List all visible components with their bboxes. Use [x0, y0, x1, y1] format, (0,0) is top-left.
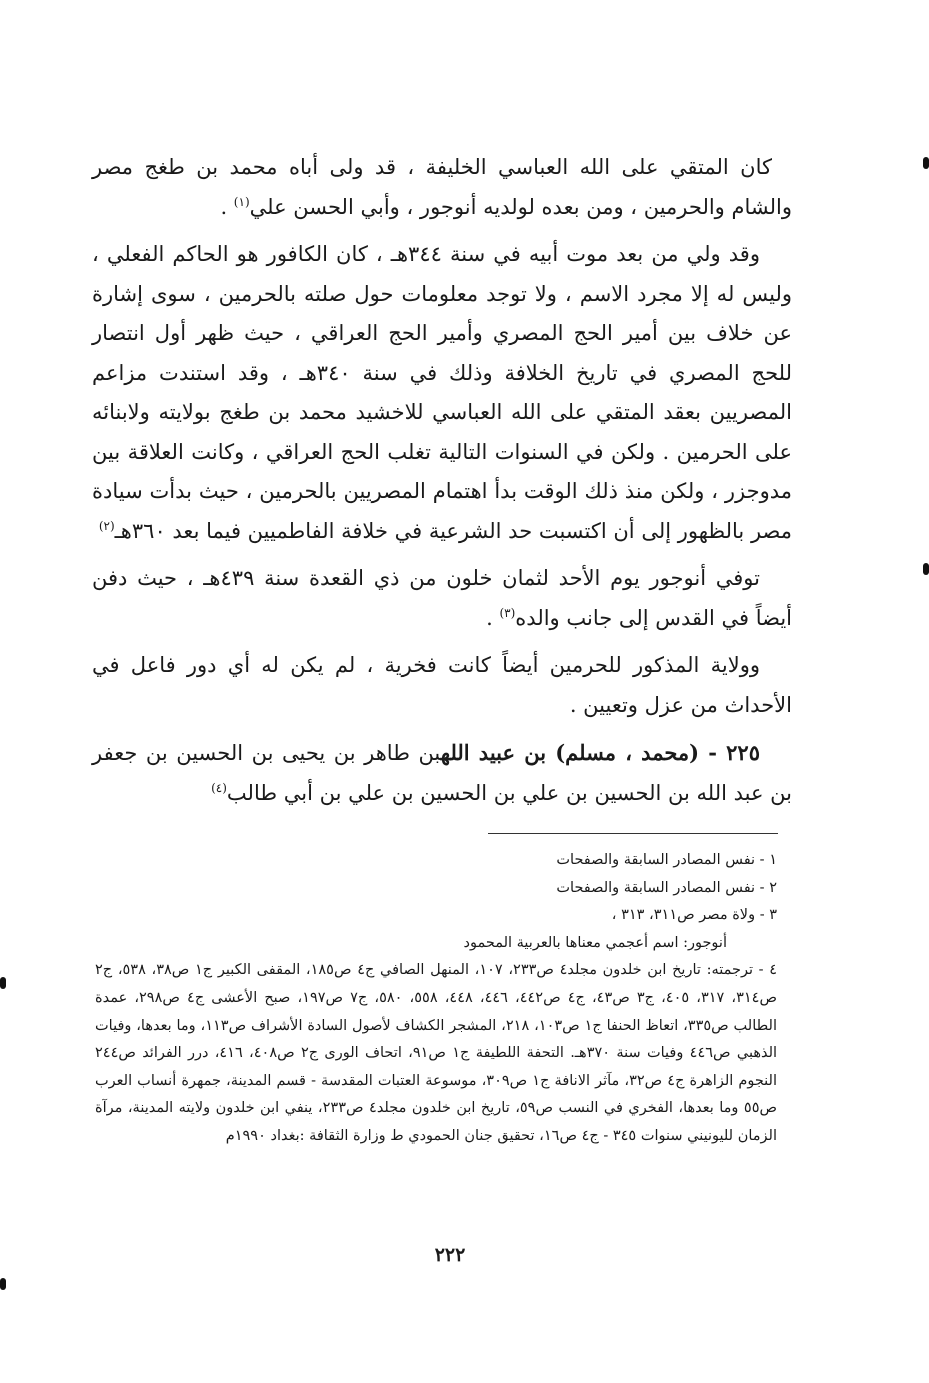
- footnote-4: ٤ - ترجمته: تاريخ ابن خلدون مجلد٤ ص٢٣٣، ١٠٧، المنهل الصافي ج٤ ص١٨٥، المقفى الكبير ج١ ص٣٨، ٥٣٨، ج٢ ص٣١٤، ٣١٧، ٤٠٥، ج٣ ص٤٣، ج٤ ص٤٤٢، ٤٤٦، ٤٤٨، ٥٥٨، ٥٨٠، ج٧ ص١٩٧، صبح الأعشى ج٤ ص٢٩٨، عمدة الطالب ص٣٣٥، اتعاظ الحنفا ج١ ص١٠٣، ٢١٨، المشجر الكشاف لأصول السادة الأشراف ص١١٣، وما بعدها، وفيات الذهبي ص٤٤٦ وفيات سنة ٣٧٠هـ. التحفة اللطيفة ج١ ص٩١، اتحاف الورى ج٢ ص٤٠٨، ٤١٦، درر الفرائد ص٢٤٤ النجوم الزاهرة ج٤ ص٣٢، مآثر الانافة ج١ ص٣٠٩، موسوعة العتبات المقدسة - قسم المدينة، جمهرة أنساب العرب ص٥٥ وما بعدها، الفخري في النسب ص٥٩، تاريخ ابن خلدون مجلد٤ ص٢٣٣، ينفي ابن خلدون ولايته المدينة، مرآة الزمان لليونيني سنوات ٣٤٥ - ج٤ ص١٦، تحقيق جنان الحمودي ط وزارة الثقافة :بغداد ١٩٩٠م: [95, 962, 778, 1144]
- page-number: ٢٢٢: [434, 1244, 466, 1266]
- scan-mark: [923, 157, 929, 169]
- paragraph-4-text: وولاية المذكور للحرمين أيضاً كانت فخرية ، لم يكن له أي دور فاعل في الأحداث من عزل وتعيين .: [92, 653, 792, 717]
- footnote-1: ١ - نفس المصادر السابقة والصفحات: [556, 852, 777, 868]
- entry-text: بن طاهر بن يحيى بن الحسين بن جعفر بن عبد الله بن الحسين بن علي بن الحسين بن علي بن أبي طالب: [92, 741, 792, 805]
- paragraph-1-text: كان المتقي على الله العباسي الخليفة ، قد ولى أباه محمد بن طغج مصر والشام والحرمين ، ومن بعده لولديه أنوجور ، وأبي الحسن علي: [92, 155, 792, 219]
- footnote-2: ٢ - نفس المصادر السابقة والصفحات: [556, 879, 777, 896]
- footnotes: [95, 847, 777, 1151]
- paragraph-2-text: وقد ولي من بعد موت أبيه في سنة ٣٤٤هـ ، كان الكافور هو الحاكم الفعلي ، وليس له إلا مجرد الاسم ، ولا توجد معلومات حول صلته بالحرمين ، سوى إشارة عن خلاف بين أمير الحج المصري وأمير الحج العراقي ، حيث ظهر أول انتصار للحج المصري في تاريخ الخلافة وذلك في سنة ٣٤٠هـ ، وقد استندت مزاعم المصريين بعقد المتقي على الله العباسي للاخشيد محمد بن طغج بولايته ولابنائه على الحرمين . ولكن في السنوات التالية تغلب الحج العراقي ، وكانت العلاقة بين مدوجزر ، ولكن منذ ذلك الوقت بدأ اهتمام المصريين بالحرمين ، حيث بدأت سيادة مصر بالظهور إلى أن اكتسبت حد الشرعية في خلافة الفاطميين فيما بعد ٣٦٠هـ: [92, 242, 792, 543]
- footnote-ref-1: (١): [233, 194, 250, 209]
- entry-heading: ٢٢٥ - (محمد ، مسلم) بن عبيد الله: [440, 740, 760, 765]
- scan-mark: [923, 563, 929, 575]
- footnote-3: ٣ - ولاة مصر ص٣١١، ٣١٣ ،: [611, 907, 777, 924]
- scan-mark: [0, 1278, 6, 1290]
- entry-225: [92, 733, 792, 813]
- paragraph-3: توفي أنوجور يوم الأحد لثمان خلون من ذي القعدة سنة ٤٣٩هـ ، حيث دفن أيضاً في القدس إلى جانب والده$^{(٣)}$ .: [92, 566, 792, 630]
- paragraph-1: كان المتقي على الله العباسي الخليفة ، قد ولى أباه محمد بن طغج مصر والشام والحرمين ، ومن بعده لولديه أنوجور ، وأبي الحسن علي$^{(١)}$ .: [92, 155, 792, 219]
- paragraph-3-text: توفي أنوجور يوم الأحد لثمان خلون من ذي القعدة سنة ٤٣٩هـ ، حيث دفن أيضاً في القدس إلى جانب والده: [92, 566, 792, 630]
- footnote-ref-2: (٢): [98, 518, 115, 533]
- footnote-ref-3: (٣): [499, 605, 516, 620]
- scan-mark: [0, 977, 6, 989]
- main-text: [92, 148, 792, 821]
- paragraph-2: [92, 235, 792, 551]
- paragraph-4: [92, 646, 792, 725]
- footnote-separator: [488, 833, 778, 834]
- footnote-3-note: أنوجور: اسم أعجمي معناها بالعربية المحمود: [463, 934, 727, 951]
- footnote-ref-4: (٤): [211, 780, 227, 795]
